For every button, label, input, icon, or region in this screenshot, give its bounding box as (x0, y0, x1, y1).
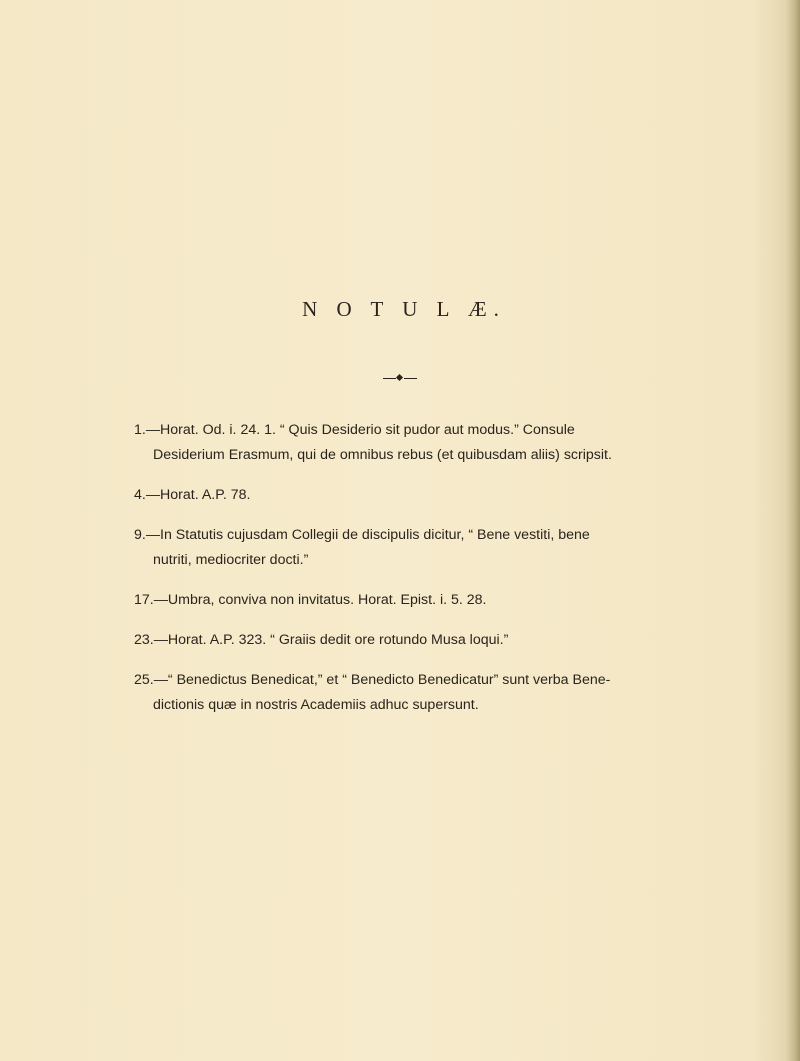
note-line: 4.—Horat. A.P. 78. (134, 487, 251, 503)
note-line: 23.—Horat. A.P. 323. “ Graiis dedit ore rotundo Musa loqui.” (134, 632, 509, 648)
note-17 (134, 588, 664, 613)
page-edge-shadow (786, 0, 800, 1061)
notes-list (134, 418, 664, 733)
note-continuation: Desiderium Erasmum, qui de omnibus rebus (et quibusdam aliis) scripsit. (153, 447, 612, 463)
note-23 (134, 628, 664, 653)
note-25 (134, 668, 664, 718)
note-9 (134, 523, 664, 573)
note-line: 9.—In Statutis cujusdam Collegii de discipulis dicitur, “ Bene vestiti, bene (134, 527, 590, 543)
ornament-rule-left (383, 378, 396, 379)
ornament-rule-right (404, 378, 417, 379)
note-line: 25.—“ Benedictus Benedicat,” et “ Benedicto Benedicatur” sunt verba Bene- (134, 672, 611, 688)
diamond-icon (396, 374, 403, 381)
note-continuation: nutriti, mediocriter docti.” (153, 552, 309, 568)
ornament-divider (383, 372, 417, 384)
note-4 (134, 483, 664, 508)
note-continuation: dictionis quæ in nostris Academiis adhuc supersunt. (153, 697, 479, 713)
page-title: N O T U L Æ. (302, 297, 506, 321)
note-line: 17.—Umbra, conviva non invitatus. Horat. Epist. i. 5. 28. (134, 592, 487, 608)
note-1 (134, 418, 664, 468)
note-line: 1.—Horat. Od. i. 24. 1. “ Quis Desiderio sit pudor aut modus.” Consule (134, 422, 575, 438)
